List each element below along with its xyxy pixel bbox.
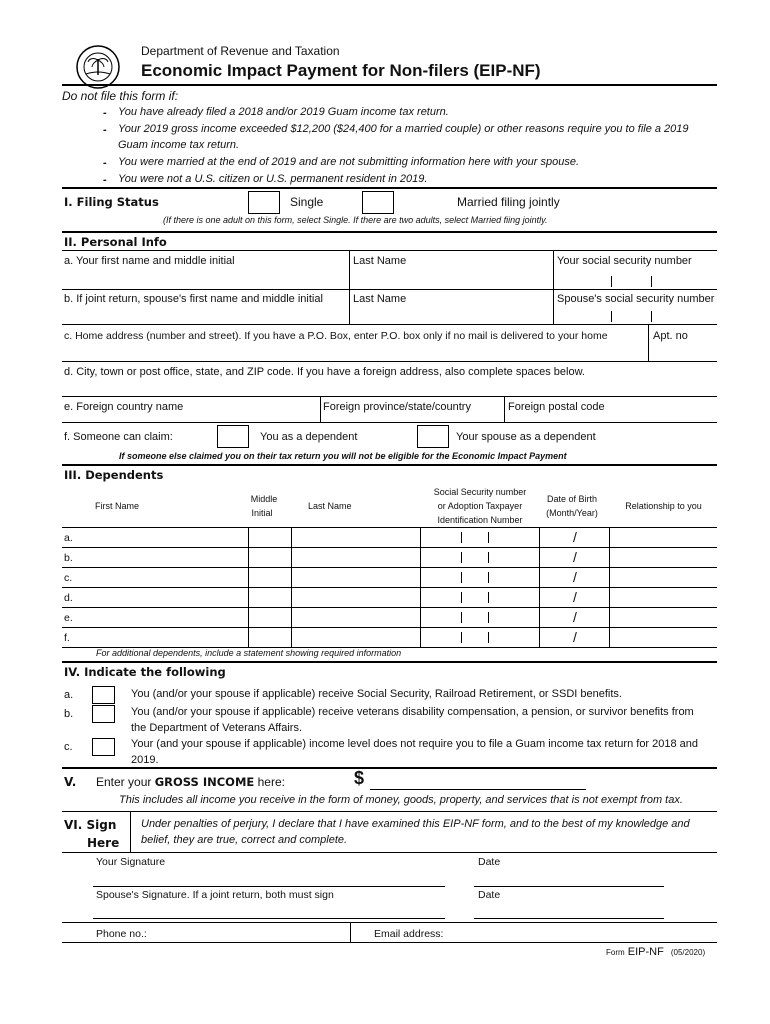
spouse-signature-label: Spouse's Signature. If a joint return, both must sign bbox=[96, 889, 334, 901]
row-line bbox=[62, 361, 717, 362]
bullet-dash: - bbox=[103, 174, 107, 186]
dep-ssn-divider bbox=[461, 532, 462, 543]
section-rule bbox=[62, 464, 717, 466]
dep-ssn-divider bbox=[488, 632, 489, 643]
bullet-4: You were not a U.S. citizen or U.S. permanent resident in 2019. bbox=[118, 173, 428, 185]
indicate-letter-c: c. bbox=[64, 741, 73, 753]
your-signature-label: Your Signature bbox=[96, 856, 166, 868]
col-divider bbox=[349, 250, 350, 324]
dep-row-line bbox=[62, 607, 717, 608]
section-rule bbox=[62, 811, 717, 812]
col-divider bbox=[504, 396, 505, 422]
form-title: Economic Impact Payment for Non-filers (EIP-NF) bbox=[141, 61, 541, 80]
date-label-1: Date bbox=[478, 856, 501, 868]
sign-rule bbox=[62, 852, 717, 853]
dependent-row-label: f. bbox=[64, 632, 70, 644]
section-rule bbox=[62, 767, 717, 769]
dob-slash: / bbox=[573, 589, 577, 605]
dep-ssn-divider bbox=[461, 592, 462, 603]
bullet-2-cont: Guam income tax return. bbox=[118, 139, 240, 151]
filing-status-heading: I. Filing Status bbox=[64, 195, 159, 209]
sign-heading-here: Here bbox=[87, 836, 120, 850]
ssn-divider bbox=[651, 276, 652, 287]
ssn-divider bbox=[611, 311, 612, 322]
col-divider bbox=[648, 324, 649, 361]
indicate-text-b: You (and/or your spouse if applicable) receive veterans disability compensation, a pension, or survivor benefits from bbox=[131, 706, 694, 718]
dependents-heading: III. Dependents bbox=[64, 468, 164, 482]
row-line bbox=[62, 289, 717, 290]
department-name: Department of Revenue and Taxation bbox=[141, 44, 340, 58]
home-address-field[interactable]: c. Home address (number and street). If you have a P.O. Box, enter P.O. box only if no mail is delivered to your home bbox=[64, 330, 608, 342]
date-label-2: Date bbox=[478, 889, 501, 901]
sign-heading: VI. Sign bbox=[64, 818, 117, 832]
date-line-2[interactable] bbox=[474, 918, 664, 919]
dob-slash: / bbox=[573, 609, 577, 625]
ssn-divider bbox=[651, 311, 652, 322]
footer-form-word: Form bbox=[606, 948, 625, 957]
last-name-field[interactable]: Last Name bbox=[353, 255, 407, 267]
dep-ssn-divider bbox=[461, 632, 462, 643]
bullet-3: You were married at the end of 2019 and are not submitting information here with your spouse. bbox=[118, 156, 580, 168]
row-line bbox=[62, 324, 717, 325]
col-relationship: Relationship to you bbox=[625, 501, 702, 511]
additional-dependents-note: For additional dependents, include a statement showing required information bbox=[96, 648, 402, 658]
col-ssn-1: Social Security number bbox=[433, 487, 527, 497]
col-ssn-3: Identification Number bbox=[437, 515, 523, 525]
spouse-dependent-label: Your spouse as a dependent bbox=[456, 431, 596, 443]
you-dependent-checkbox[interactable] bbox=[217, 425, 249, 448]
indicate-text-c-cont: 2019. bbox=[131, 754, 159, 766]
row-line bbox=[62, 396, 717, 397]
dep-row-line bbox=[62, 627, 717, 628]
income-level-checkbox[interactable] bbox=[92, 738, 115, 756]
footer-form-code: EIP-NF bbox=[627, 946, 664, 958]
dep-row-line bbox=[62, 587, 717, 588]
dep-ssn-divider bbox=[488, 612, 489, 623]
someone-can-claim-label: f. Someone can claim: bbox=[64, 431, 173, 443]
col-last-name: Last Name bbox=[308, 501, 352, 511]
dep-row-line bbox=[62, 567, 717, 568]
dep-ssn-divider bbox=[488, 572, 489, 583]
bullet-dash: - bbox=[103, 157, 107, 169]
indicate-text-a: You (and/or your spouse if applicable) receive Social Security, Railroad Retirement, or SSDI benefits. bbox=[131, 688, 622, 700]
col-middle: Middle bbox=[250, 494, 278, 504]
row-line bbox=[62, 422, 717, 423]
personal-info-heading: II. Personal Info bbox=[64, 235, 167, 249]
dep-ssn-divider bbox=[461, 552, 462, 563]
col-divider bbox=[553, 250, 554, 324]
dependent-row-label: c. bbox=[64, 572, 73, 584]
declaration-line2: belief, they are true, correct and complete. bbox=[141, 834, 348, 846]
spouse-dependent-checkbox[interactable] bbox=[417, 425, 449, 448]
bullet-2: Your 2019 gross income exceeded $12,200 ($24,400 for a married couple) or other reasons require you to file a 2019 bbox=[118, 123, 689, 135]
ssn-divider bbox=[611, 276, 612, 287]
dependent-row-label: b. bbox=[64, 552, 73, 564]
intro-rule bbox=[62, 187, 717, 189]
your-signature-line[interactable] bbox=[93, 886, 445, 887]
gross-post: here: bbox=[257, 775, 285, 789]
dep-ssn-divider bbox=[488, 592, 489, 603]
indicate-text-c: Your (and your spouse if applicable) income level does not require you to file a Guam income tax return for 2018 and bbox=[131, 738, 699, 750]
city-state-zip-field[interactable]: d. City, town or post office, state, and ZIP code. If you have a foreign address, also complete spaces below. bbox=[64, 366, 585, 378]
col-initial: Initial bbox=[251, 508, 273, 518]
foreign-province-field[interactable]: Foreign province/state/country bbox=[323, 401, 471, 413]
indicate-text-b-cont: the Department of Veterans Affairs. bbox=[131, 722, 303, 734]
row-line bbox=[62, 250, 717, 251]
dependent-row-label: e. bbox=[64, 612, 73, 624]
first-name-field[interactable]: a. Your first name and middle initial bbox=[64, 255, 235, 267]
foreign-country-field[interactable]: e. Foreign country name bbox=[64, 401, 184, 413]
email-field[interactable]: Email address: bbox=[374, 928, 444, 940]
contact-bottom-rule bbox=[62, 942, 717, 943]
you-dependent-label: You as a dependent bbox=[260, 431, 358, 443]
indicate-letter-b: b. bbox=[64, 708, 74, 720]
gross-income-label bbox=[96, 775, 285, 789]
footer-revision: (05/2020) bbox=[670, 948, 706, 957]
married-jointly-checkbox[interactable] bbox=[362, 191, 394, 214]
apt-no-field[interactable]: Apt. no bbox=[653, 330, 688, 342]
gross-income-input[interactable] bbox=[370, 773, 586, 790]
bullet-dash: - bbox=[103, 124, 107, 136]
dep-header-line bbox=[62, 527, 717, 528]
header-rule bbox=[62, 84, 717, 86]
dob-slash: / bbox=[573, 569, 577, 585]
dob-slash: / bbox=[573, 529, 577, 545]
dep-row-line bbox=[62, 547, 717, 548]
col-first-name: First Name bbox=[95, 501, 140, 511]
col-divider bbox=[320, 396, 321, 422]
gross-pre: Enter your bbox=[96, 775, 152, 789]
indicate-letter-a: a. bbox=[64, 689, 74, 701]
contact-rule bbox=[62, 922, 717, 923]
spouse-ssn-field[interactable]: Spouse's social security number bbox=[557, 293, 715, 305]
spouse-last-name-field[interactable]: Last Name bbox=[353, 293, 407, 305]
claimed-note: If someone else claimed you on their tax return you will not be eligible for the Economic Impact Payment bbox=[119, 451, 567, 461]
dep-ssn-divider bbox=[461, 572, 462, 583]
gross-income-note: This includes all income you receive in the form of money, goods, property, and services that is not exempt from tax. bbox=[119, 794, 683, 806]
sign-divider bbox=[130, 811, 131, 852]
filing-status-note: (If there is one adult on this form, select Single. If there are two adults, select Married fiing jointly. bbox=[163, 215, 548, 225]
section-rule bbox=[62, 661, 717, 663]
dep-ssn-divider bbox=[488, 552, 489, 563]
section-rule bbox=[62, 231, 717, 233]
single-checkbox[interactable] bbox=[248, 191, 280, 214]
married-jointly-label: Married filing jointly bbox=[457, 195, 560, 209]
gross-bold: GROSS INCOME bbox=[154, 775, 255, 789]
dep-ssn-divider bbox=[461, 612, 462, 623]
indicate-heading: IV. Indicate the following bbox=[64, 665, 226, 679]
single-label: Single bbox=[290, 195, 324, 209]
phone-field[interactable]: Phone no.: bbox=[96, 928, 147, 940]
dependent-row-label: a. bbox=[64, 532, 73, 544]
col-dob-2: (Month/Year) bbox=[546, 508, 598, 518]
veterans-benefits-checkbox[interactable] bbox=[92, 705, 115, 723]
dollar-sign: $ bbox=[354, 768, 365, 788]
dep-ssn-divider bbox=[488, 532, 489, 543]
ssn-field[interactable]: Your social security number bbox=[557, 255, 692, 267]
spouse-signature-line[interactable] bbox=[93, 918, 445, 919]
bullet-1: You have already filed a 2018 and/or 2019 Guam income tax return. bbox=[118, 106, 449, 118]
spouse-first-name-field[interactable]: b. If joint return, spouse's first name and middle initial bbox=[64, 293, 323, 305]
do-not-file-heading: Do not file this form if: bbox=[62, 89, 179, 103]
form-footer bbox=[606, 946, 705, 958]
contact-divider bbox=[350, 922, 351, 942]
date-line-1[interactable] bbox=[474, 886, 664, 887]
gross-income-number: V. bbox=[64, 775, 77, 789]
dob-slash: / bbox=[573, 629, 577, 645]
social-security-checkbox[interactable] bbox=[92, 686, 115, 704]
dob-slash: / bbox=[573, 549, 577, 565]
foreign-postal-field[interactable]: Foreign postal code bbox=[508, 401, 605, 413]
col-ssn-2: or Adoption Taxpayer bbox=[437, 501, 523, 511]
declaration-line1: Under penalties of perjury, I declare that I have examined this EIP-NF form, and to the best of my knowledge and bbox=[141, 818, 690, 830]
bullet-dash: - bbox=[103, 107, 107, 119]
col-dob-1: Date of Birth bbox=[546, 494, 598, 504]
dependent-row-label: d. bbox=[64, 592, 73, 604]
